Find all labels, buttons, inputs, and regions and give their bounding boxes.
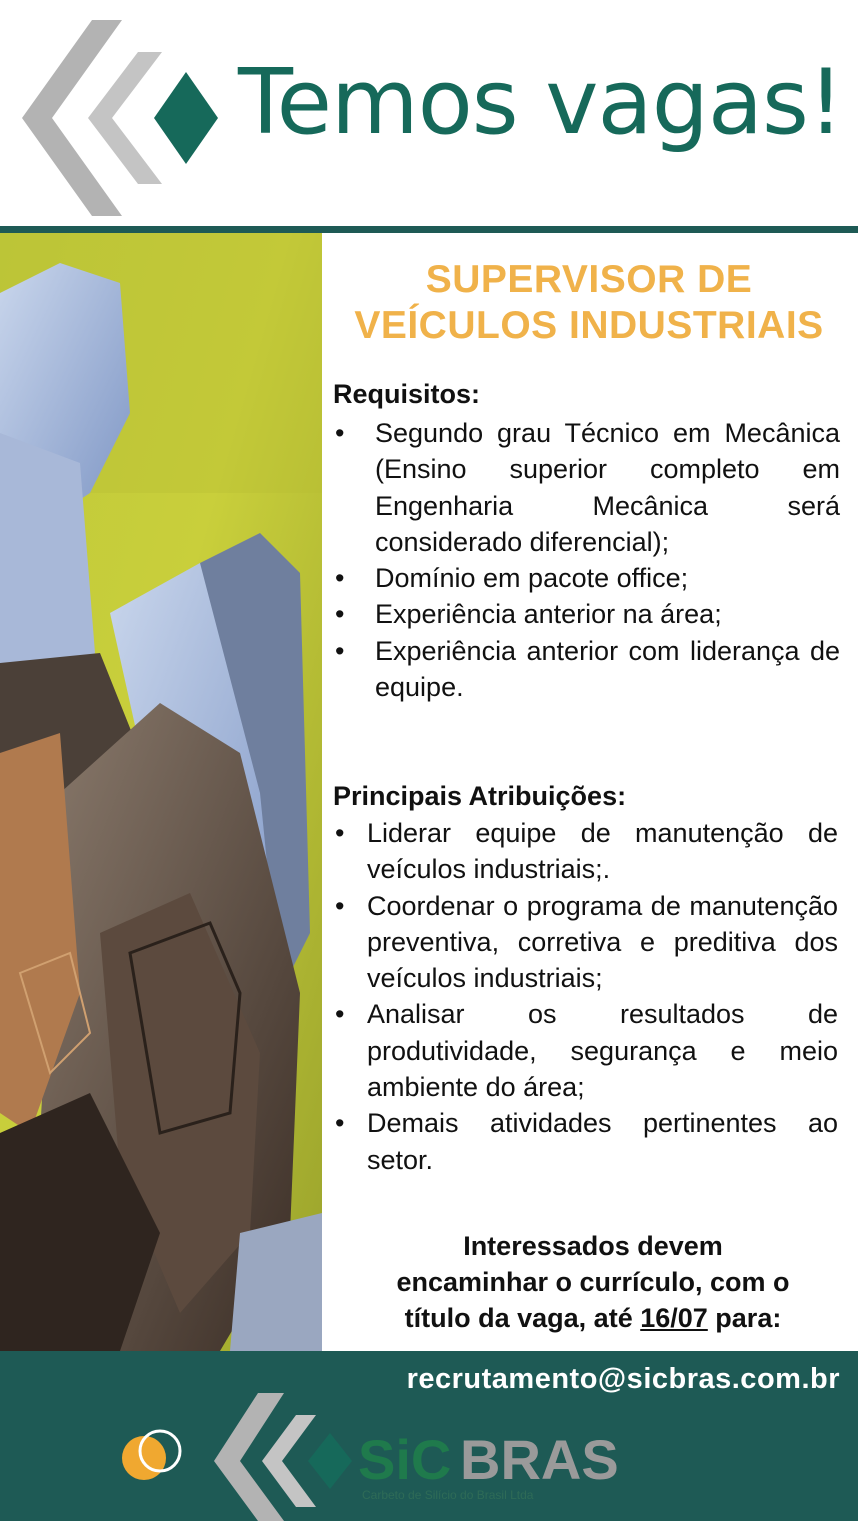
- application-instructions: [330, 1228, 856, 1336]
- duties-heading: Principais Atribuições:: [333, 781, 627, 811]
- logo-sic: SiC: [358, 1428, 452, 1491]
- diamond-icon: [308, 1433, 352, 1489]
- job-title-line-1: SUPERVISOR DE: [425, 258, 753, 301]
- cta-line-1: Interessados devem: [463, 1231, 723, 1261]
- cta-line-2: encaminhar o currículo, com o: [396, 1267, 790, 1297]
- chevron-inner-icon: [262, 1415, 316, 1507]
- requirements-heading: Requisitos:: [333, 379, 481, 409]
- chevron-inner-icon: [88, 52, 162, 184]
- footer: [0, 1351, 858, 1521]
- list-item: • Segundo grau Técnico em Mecânica (Ensino superior completo em Engenharia Mecânica será considerado diferencial);: [330, 415, 840, 560]
- sicbras-logo: [0, 1351, 858, 1521]
- list-item: • Domínio em pacote office;: [330, 560, 840, 596]
- list-item: • Demais atividades pertinentes ao setor.: [330, 1105, 838, 1178]
- contact-email[interactable]: recrutamento@sicbras.com.br: [406, 1363, 840, 1395]
- list-item: • Liderar equipe de manutenção de veículos industriais;.: [330, 815, 838, 888]
- list-item: • Coordenar o programa de manutenção preventiva, corretiva e preditiva dos veículos industriais;: [330, 888, 838, 997]
- list-item: • Experiência anterior na área;: [330, 596, 840, 632]
- header: [0, 0, 858, 226]
- job-posting: [330, 233, 842, 1351]
- page-title: Temos vagas!: [238, 50, 843, 155]
- deadline-date: 16/07: [640, 1303, 708, 1333]
- logo-tagline: Carbeto de Silício do Brasil Ltda: [362, 1488, 534, 1502]
- list-item: • Analisar os resultados de produtividade, segurança e meio ambiente do área;: [330, 996, 838, 1105]
- list-item: • Experiência anterior com liderança de equipe.: [330, 633, 840, 706]
- duties-list: [330, 815, 838, 1178]
- diamond-icon: [154, 72, 218, 164]
- job-title-line-2: VEÍCULOS INDUSTRIAIS: [354, 304, 824, 347]
- cta-line-3: título da vaga, até 16/07 para:: [404, 1303, 782, 1333]
- header-divider: [0, 226, 858, 233]
- silicon-carbide-crystals-image: [0, 233, 322, 1351]
- orange-circle-icon: [122, 1436, 166, 1480]
- logo-bras: BRAS: [460, 1428, 619, 1491]
- requirements-list: [330, 415, 840, 705]
- job-title: [330, 257, 848, 349]
